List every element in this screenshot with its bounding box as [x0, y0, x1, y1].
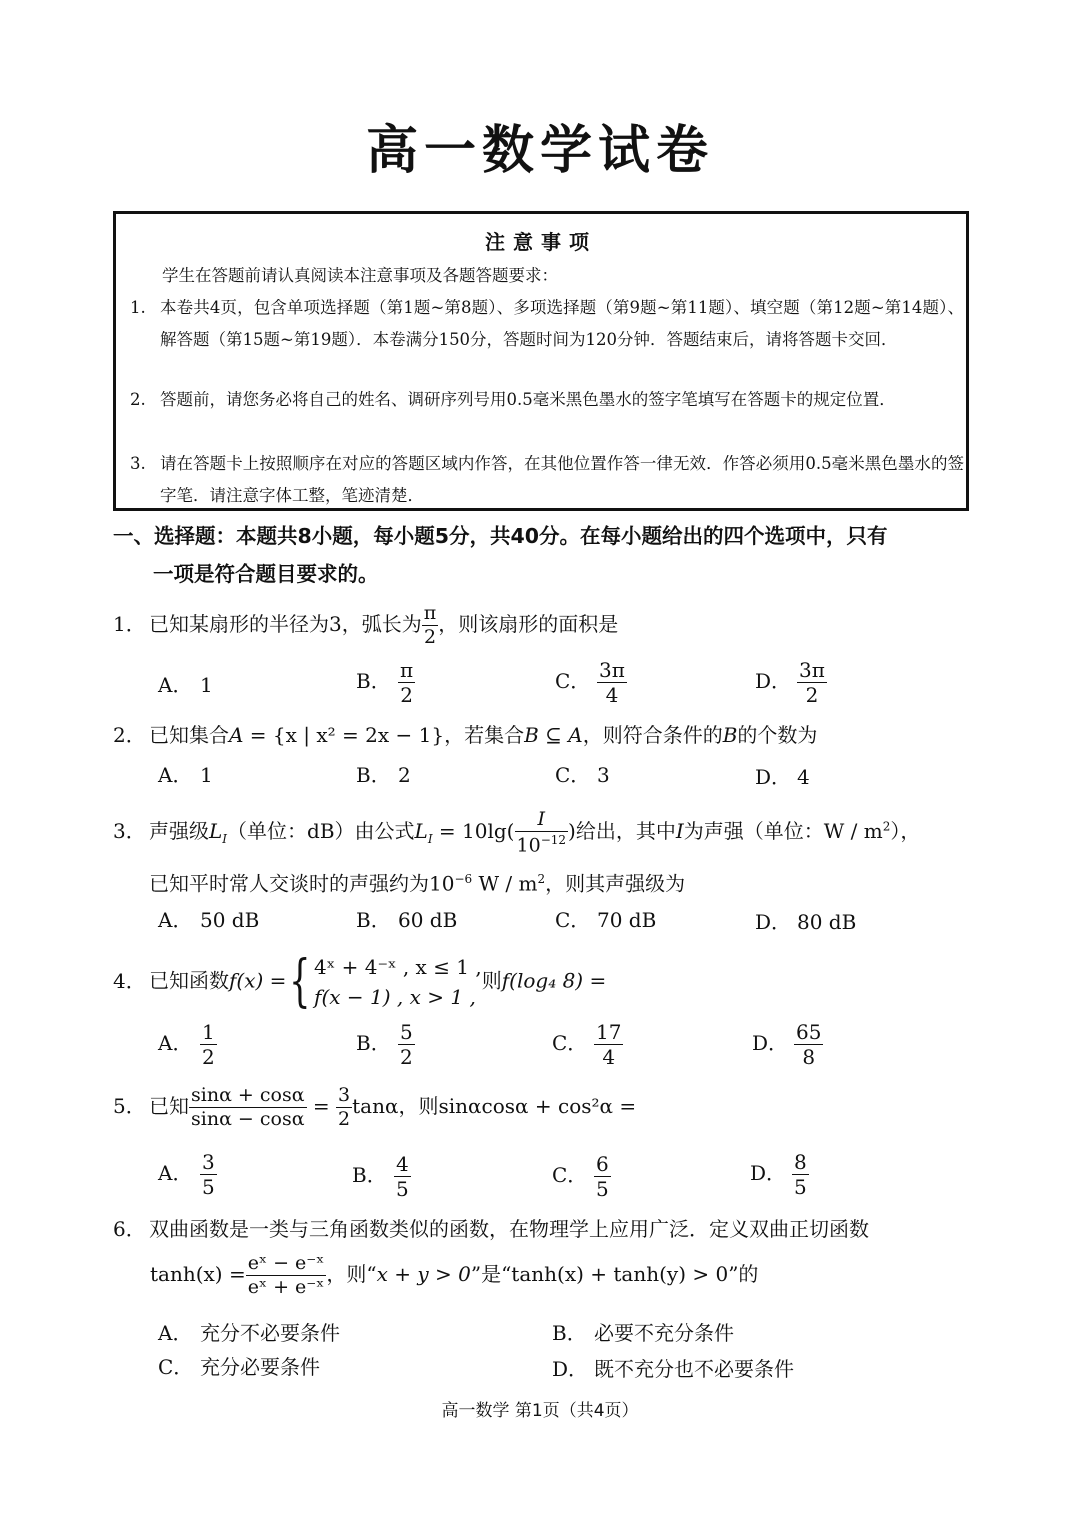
option-a: A． 1 [158, 763, 213, 787]
option-a: A． $\frac{1}{2}$ [158, 1020, 215, 1069]
question-text: 声强级 [149, 819, 209, 844]
exponent: −6 [454, 872, 473, 886]
option-b: B． 60 dB [356, 908, 458, 932]
math-expression: f(x) = [229, 968, 287, 993]
math-symbol: I [675, 819, 684, 844]
question-text: 已知平时常人交谈时的声强约为10 [149, 871, 455, 896]
question-number: 3． [113, 819, 146, 844]
math-expression: B ⊆ A [524, 723, 583, 747]
option-c: C． 充分必要条件 [158, 1355, 320, 1379]
notice-item-number: 2. [130, 390, 146, 409]
option-a: A． 1 [158, 673, 213, 697]
option-b: B． 必要不充分条件 [552, 1321, 734, 1345]
question-4 [113, 949, 607, 1014]
option-b: B． 2 [356, 763, 411, 787]
unit: W / m [472, 871, 538, 896]
math-symbol: $L_I$ [414, 819, 433, 847]
option-b: B． $\frac{4}{5}$ [352, 1152, 409, 1201]
math-symbol: B [722, 723, 738, 747]
math-symbol: $L_I$ [209, 819, 228, 847]
notice-item-text: 请在答题卡上按照顺序在对应的答题区域内作答，在其他位置作答一律无效．作答必须用0.5毫米黑色墨水的签字笔．请注意字体工整，笔迹清楚． [160, 454, 964, 505]
question-number: 5． [113, 1094, 146, 1118]
question-text: 的个数为 [737, 723, 818, 747]
question-number: 4． [113, 968, 146, 993]
question-text: 已知函数 [149, 968, 229, 993]
arc-length-fraction: $\frac{\pi}{2}$ [423, 602, 437, 648]
math-expression: x + y > 0 [376, 1262, 471, 1286]
question-text: ，若集合 [444, 723, 525, 747]
notice-item [130, 384, 964, 416]
question-text: ）， [890, 819, 921, 844]
question-text: ，则其声强级为 [545, 871, 686, 896]
section-heading-line1: 一、选择题：本题共8小题，每小题5分，共40分。在每小题给出的四个选项中，只有 [113, 524, 888, 548]
section-heading [113, 517, 973, 593]
option-c: C． $\frac{17}{4}$ [552, 1020, 622, 1069]
notice-item [130, 292, 964, 356]
math-operator: = [306, 1094, 337, 1118]
page-footer: 高一数学 第1页（共4页） [441, 1401, 639, 1421]
tanh-fraction: $\frac{\text{eˣ − e⁻ˣ}}{\text{eˣ + e⁻ˣ}}$ [247, 1252, 325, 1298]
question-number: 1． [113, 612, 146, 636]
option-a: A． $\frac{3}{5}$ [158, 1150, 215, 1199]
question-number: 2． [113, 723, 146, 747]
question-3-line2 [149, 864, 685, 899]
question-6 [113, 1214, 869, 1244]
question-text: 已知某扇形的半径为3，弧长为 [149, 612, 422, 636]
question-text: 双曲函数是一类与三角函数类似的函数，在物理学上应用广泛．定义双曲正切函数 [149, 1217, 869, 1241]
notice-item-number: 1. [130, 298, 146, 317]
coefficient-fraction: $\frac{3}{2}$ [338, 1084, 351, 1130]
page-title: 高一数学试卷 [365, 121, 714, 181]
trig-fraction: $\frac{\sin\alpha + \cos\alpha}{\sin\alpha - \cos\alpha}$ [191, 1084, 305, 1130]
notice-item-text: 本卷共4页，包含单项选择题（第1题~第8题）、多项选择题（第9题~第11题）、填空题（第12题~第14题）、解答题（第15题~第19题）．本卷满分150分，答题时间为120分钟．答题结束后，请将答题卡交回． [160, 298, 964, 349]
question-2 [113, 720, 817, 750]
option-a: A． 充分不必要条件 [158, 1321, 340, 1345]
math-expression: = {x | x² = 2x − 1} [243, 723, 445, 747]
question-text: 已知集合 [149, 723, 229, 747]
math-symbol: A [229, 723, 244, 747]
question-text: ，则“ [326, 1262, 377, 1286]
notice-intro: 学生在答题前请认真阅读本注意事项及各题答题要求： [162, 266, 558, 285]
question-text: 给出，其中 [575, 819, 676, 844]
notice-item-text: 答题前，请您务必将自己的姓名、调研序列号用0.5毫米黑色墨水的签字笔填写在答题卡的规定位置． [160, 390, 896, 409]
notice-heading: 注意事项 [485, 230, 597, 254]
math-expression: tanα [352, 1094, 399, 1118]
option-a: A． 50 dB [158, 908, 260, 932]
math-expression: sinαcosα + cos²α = [438, 1094, 637, 1118]
option-c: C． 3 [555, 763, 610, 787]
option-d: D． 既不充分也不必要条件 [552, 1357, 794, 1381]
question-text: 已知 [149, 1094, 189, 1118]
math-expression: f(log₄ 8) = [501, 968, 607, 993]
question-text: ，则该扇形的面积是 [438, 612, 619, 636]
math-expression: tanh(x) + tanh(y) > 0 [511, 1262, 729, 1286]
math-expression: ) [568, 819, 576, 844]
piecewise-cases: 4ˣ + 4⁻ˣ , x ≤ 1 , f(x − 1) , x > 1 , [314, 955, 482, 1009]
notice-item-number: 3. [130, 454, 146, 473]
question-6-line2 [150, 1254, 758, 1297]
option-d: D． $\frac{65}{8}$ [752, 1020, 822, 1069]
exponent: 2 [537, 872, 546, 886]
question-text: 则 [481, 968, 502, 993]
question-text: ，则 [398, 1094, 439, 1118]
question-1 [113, 604, 618, 647]
option-c: C． $\frac{6}{5}$ [552, 1152, 609, 1201]
question-text: ，则符合条件的 [582, 723, 723, 747]
question-3 [113, 810, 920, 855]
question-text: （单位：dB）由公式 [227, 819, 415, 844]
option-c: C． 70 dB [555, 908, 657, 932]
question-number: 6． [113, 1217, 146, 1241]
notice-box [113, 211, 969, 511]
math-expression: tanh(x) = [150, 1262, 246, 1286]
question-5 [113, 1086, 636, 1129]
left-brace: { [289, 949, 311, 1014]
option-c: C． $\frac{3\pi}{4}$ [555, 658, 625, 707]
option-d: D． $\frac{3\pi}{2}$ [755, 658, 825, 707]
question-text: ”是“ [470, 1262, 512, 1286]
option-d: D． 80 dB [755, 910, 857, 934]
option-b: B． $\frac{5}{2}$ [356, 1020, 413, 1069]
question-text: ”的 [728, 1262, 759, 1286]
option-d: D． $\frac{8}{5}$ [750, 1150, 807, 1199]
option-b: B． $\frac{\pi}{2}$ [356, 658, 414, 707]
option-d: D． 4 [755, 765, 810, 789]
notice-item [130, 448, 964, 512]
formula-fraction: $\frac{I}{10^{-12}}$ [516, 808, 567, 857]
question-text: 为声强（单位：W / m [683, 819, 883, 844]
exponent: 2 [882, 819, 891, 834]
section-heading-line2: 一项是符合题目要求的。 [153, 562, 379, 586]
math-expression: = 10lg( [432, 819, 515, 844]
